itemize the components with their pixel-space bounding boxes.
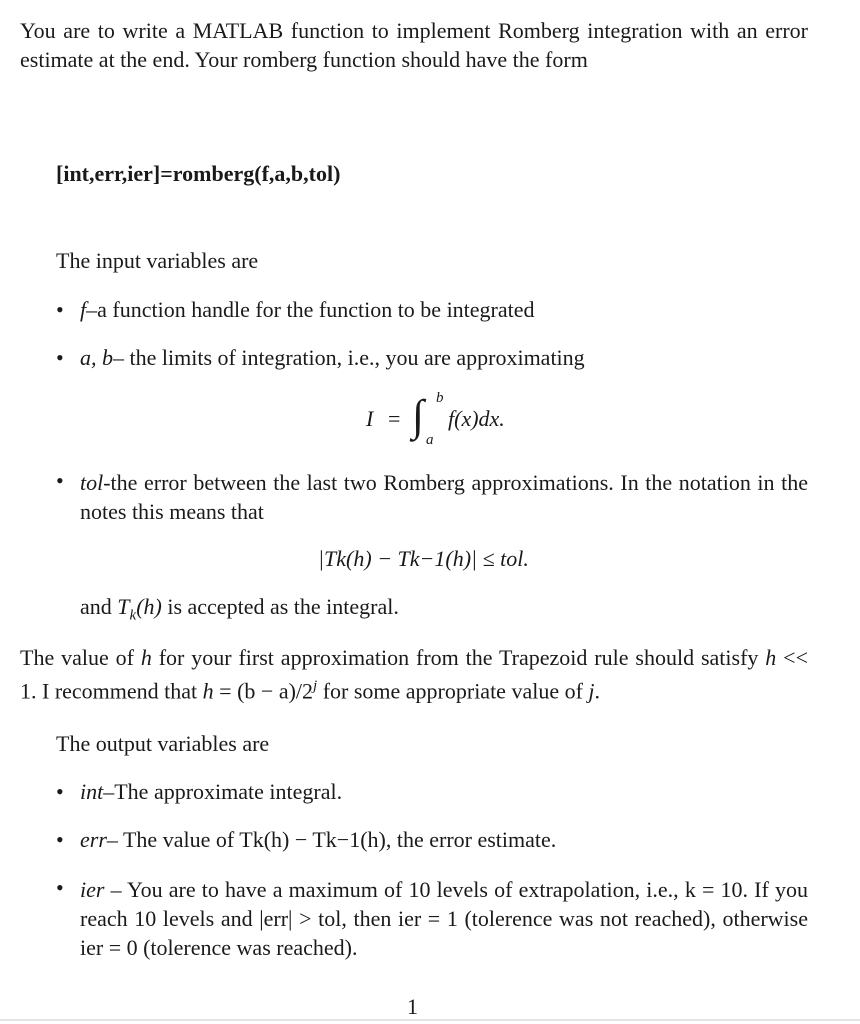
input-f-symbol: f (80, 297, 87, 322)
integral-lhs: I (366, 406, 374, 431)
inputs-heading: The input variables are (56, 248, 259, 273)
outputs-heading: The output variables are (56, 731, 270, 756)
integral-sign-icon: ∫ (412, 391, 425, 440)
bullet-icon: • (56, 827, 64, 852)
input-tol-item (56, 468, 808, 526)
integral-upper-limit: b (436, 390, 444, 406)
output-err-item (56, 827, 557, 853)
tol-equation (318, 546, 529, 572)
integral-equals: = (388, 406, 401, 431)
input-ab-item (56, 345, 585, 371)
page-bottom-divider (0, 1019, 860, 1021)
integral-body: f(x)dx. (448, 406, 505, 431)
output-int-symbol: int (80, 779, 104, 804)
function-signature: [int,err,ier]=romberg(f,a,b,tol) (56, 161, 341, 186)
bullet-icon: • (56, 468, 64, 493)
output-err-text: – The value of Tk(h) − Tk−1(h), the error estimate. (106, 827, 557, 852)
input-tol-symbol: tol (80, 470, 104, 495)
intro-text: You are to write a MATLAB function to implement Romberg integration with an error estimate at the end. Your romberg function should have the form (20, 18, 808, 72)
tol-equation-text: |Tk(h) − Tk−1(h)| ≤ tol. (318, 546, 529, 571)
output-int-text: –The approximate integral. (103, 779, 343, 804)
bullet-icon: • (56, 297, 64, 322)
intro-paragraph (20, 16, 808, 74)
input-f-item (56, 297, 535, 323)
page-number: 1 (407, 994, 418, 1019)
bullet-icon: • (56, 875, 64, 900)
input-tol-text: -the error between the last two Romberg approximations. In the notation in the notes this means that (80, 470, 808, 524)
output-int-item (56, 779, 343, 805)
integral-equation (366, 392, 566, 452)
bullet-icon: • (56, 345, 64, 370)
accepted-text: and $T_k(h)$ is accepted as the integral. (80, 594, 399, 624)
output-ier-symbol: ier (80, 877, 105, 902)
output-ier-text: – You are to have a maximum of 10 levels of extrapolation, i.e., k = 10. If you reach 10 levels and |err| > tol, then ier = 1 (tolerence was not reached), otherwise ier = 0 (tolerence was reached). (80, 877, 808, 960)
h-paragraph: The value of h for your first approximation from the Trapezoid rule should satisfy h << 1. I recommend that $h = (b - a)/2^j$ for some appropriate value of j. (20, 645, 808, 704)
input-f-text: –a function handle for the function to be integrated (86, 297, 535, 322)
bullet-icon: • (56, 779, 64, 804)
input-ab-text: – the limits of integration, i.e., you are approximating (113, 345, 585, 370)
input-ab-symbol: a, b (80, 345, 113, 370)
tk-h-symbol: $T_k(h)$ (117, 594, 162, 624)
integral-lower-limit: a (426, 432, 434, 448)
output-ier-item (56, 875, 808, 962)
output-err-symbol: err (80, 827, 107, 852)
